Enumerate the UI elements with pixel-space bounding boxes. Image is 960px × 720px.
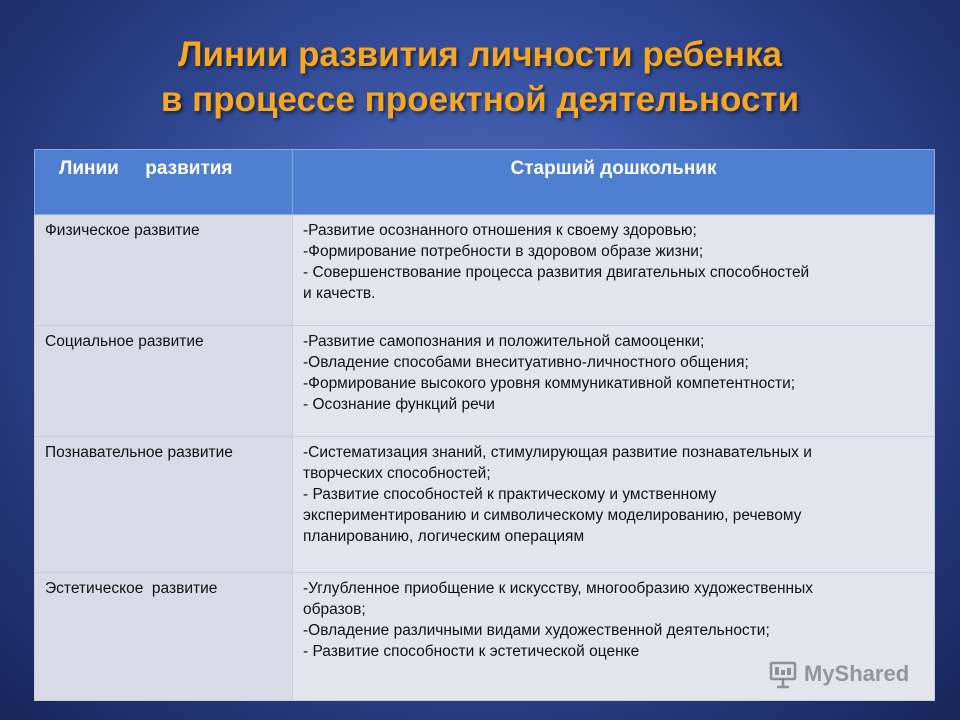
table-row <box>35 215 935 326</box>
table-row <box>35 437 935 573</box>
description-line: творческих способностей; <box>303 465 491 482</box>
row-description-social <box>293 326 935 437</box>
development-lines-table <box>34 149 935 701</box>
table-row <box>35 326 935 437</box>
description-line: образов; <box>303 601 366 618</box>
description-line: -Систематизация знаний, стимулирующая развитие познавательных и <box>303 444 812 461</box>
presentation-board-icon <box>768 659 798 689</box>
description-line: -Развитие осознанного отношения к своему здоровью; <box>303 222 697 239</box>
description-line: экспериментированию и символическому моделированию, речевому <box>303 507 802 524</box>
slide-title-line-1: Линии развития личности ребенка <box>177 35 783 74</box>
description-line: -Овладение способами внеситуативно-личностного общения; <box>303 354 749 371</box>
description-line: -Развитие самопознания и положительной самооценки; <box>303 333 705 350</box>
row-label-aesthetic: Эстетическое развитие <box>35 573 293 701</box>
description-line: -Формирование потребности в здоровом образе жизни; <box>303 243 704 260</box>
header-development-lines: Линии развития <box>35 150 293 215</box>
description-line: - Развитие способностей к практическому и умственному <box>303 486 717 503</box>
slide-title <box>0 32 960 122</box>
description-line: -Формирование высокого уровня коммуникативной компетентности; <box>303 375 796 392</box>
row-label-physical: Физическое развитие <box>35 215 293 326</box>
header-older-preschooler: Старший дошкольник <box>293 150 935 215</box>
description-line: - Совершенствование процесса развития двигательных способностей <box>303 264 810 281</box>
description-line: планированию, логическим операциям <box>303 528 585 545</box>
watermark-text: MyShared <box>804 661 910 686</box>
row-label-social: Социальное развитие <box>35 326 293 437</box>
description-line: - Развитие способности к эстетической оценке <box>303 643 640 660</box>
row-description-physical <box>293 215 935 326</box>
row-label-cognitive: Познавательное развитие <box>35 437 293 573</box>
row-description-cognitive <box>293 437 935 573</box>
description-line: -Углубленное приобщение к искусству, многообразию художественных <box>303 580 813 597</box>
description-line: - Осознание функций речи <box>303 396 495 413</box>
table-header-row <box>35 150 935 215</box>
description-line: и качеств. <box>303 285 376 302</box>
description-line: -Овладение различными видами художественной деятельности; <box>303 622 770 639</box>
slide-title-line-2: в процессе проектной деятельности <box>160 80 800 119</box>
myshared-watermark <box>768 657 909 691</box>
